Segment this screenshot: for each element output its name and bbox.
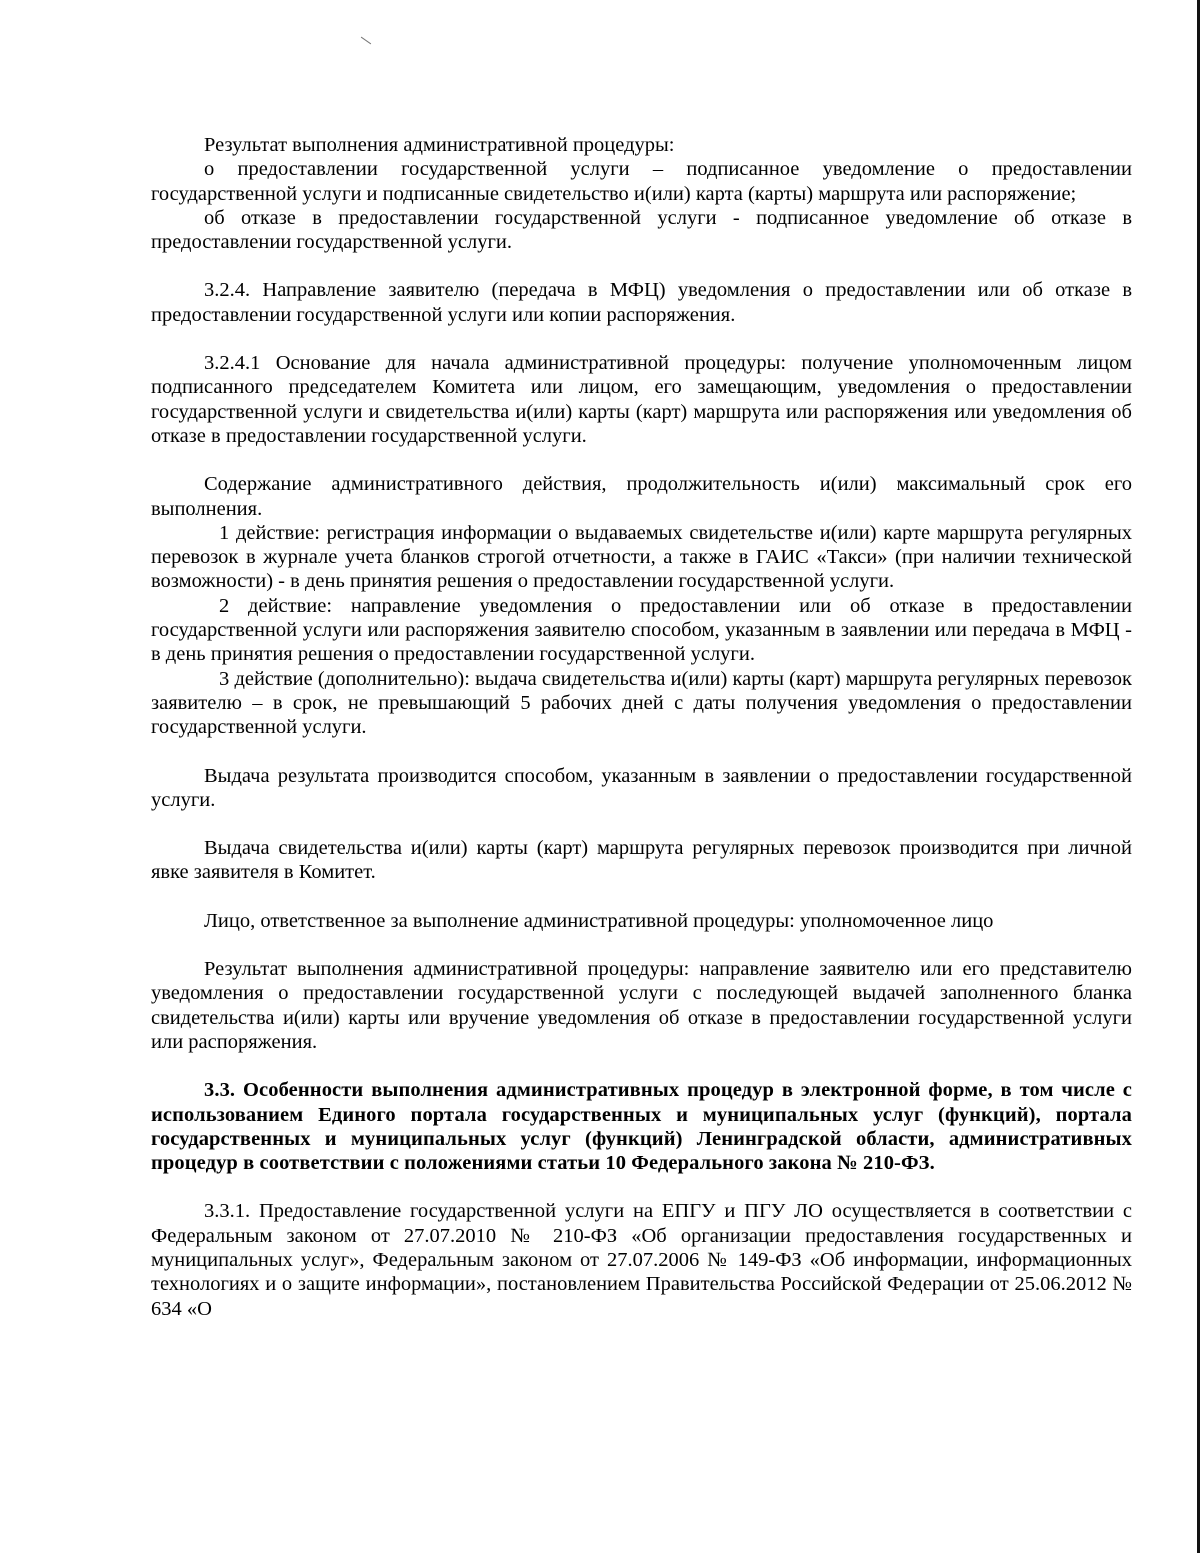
paragraph-action-content: Содержание административного действия, продолжительность и(или) максимальный срок его выполнения. <box>151 473 1132 520</box>
document-body <box>151 133 1132 1321</box>
paragraph-action-2: 2 действие: направление уведомления о предоставлении или об отказе в предоставлении государственной услуги или распоряжения заявителю способом, указанным в заявлении или передача в МФЦ - в день принятия решения о предоставлении государственной услуги. <box>151 594 1132 666</box>
paragraph-action-3: 3 действие (дополнительно): выдача свидетельства и(или) карты (карт) маршрута регулярных перевозок заявителю – в срок, не превышающий 5 рабочих дней с даты получения уведомления о предоставлении государственной услуги. <box>151 667 1132 739</box>
paragraph-result-heading: Результат выполнения административной процедуры: <box>204 134 675 156</box>
scan-artifact <box>361 37 371 45</box>
paragraph-result-granted: о предоставлении государственной услуги – подписанное уведомление о предоставлении государственной услуги и подписанные свидетельство и(или) карта (карты) маршрута или распоряжение; <box>151 158 1132 205</box>
paragraph-issue-method: Выдача результата производится способом, указанным в заявлении о предоставлении государственной услуги. <box>151 764 1132 811</box>
paragraph-responsible-person: Лицо, ответственное за выполнение административной процедуры: уполномоченное лицо <box>204 909 994 932</box>
paragraph-result-refused: об отказе в предоставлении государственной услуги - подписанное уведомление об отказе в предоставлении государственной услуги. <box>151 206 1132 254</box>
paragraph-action-1: 1 действие: регистрация информации о выдаваемых свидетельстве и(или) карте маршрута регулярных перевозок в журнале учета бланков строгой отчетности, а также в ГАИС «Такси» (при наличии технической возможности) - в день принятия решения о предоставлении государственной услуги. <box>151 521 1132 593</box>
paragraph-3-2-4: 3.2.4. Направление заявителю (передача в МФЦ) уведомления о предоставлении или об отказе в предоставлении государственной услуги или копии распоряжения. <box>151 279 1132 326</box>
paragraph-procedure-result: Результат выполнения административной процедуры: направление заявителю или его представителю уведомления о предоставлении государственной услуги с последующей выдачей заполненного бланка свидетельства и(или) карты или вручение уведомления об отказе в предоставлении государственной услуги или распоряжения. <box>151 958 1132 1053</box>
paragraph-3-2-4-1: 3.2.4.1 Основание для начала административной процедуры: получение уполномоченным лицом подписанного председателем Комитета или лицом, его замещающим, уведомления о предоставлении государственной услуги и свидетельства и(или) карты (карт) маршрута или распоряжения или уведомления об отказе в предоставлении государственной услуги. <box>151 352 1132 447</box>
paragraph-3-3-1: 3.3.1. Предоставление государственной услуги на ЕПГУ и ПГУ ЛО осуществляется в соответствии с Федеральным законом от 27.07.2010 № 210-ФЗ «Об организации предоставления государственных и муниципальных услуг», Федеральным законом от 27.07.2006 № 149-ФЗ «Об информации, информационных технологиях и о защите информации», постановлением Правительства Российской Федерации от 25.06.2012 № 634 «О <box>151 1200 1132 1320</box>
section-heading-3-3: 3.3. Особенности выполнения административных процедур в электронной форме, в том числе с использованием Единого портала государственных и муниципальных услуг (функций), портала государственных и муниципальных услуг (функций) Ленинградской области, административных процедур в соответствии с положениями статьи 10 Федерального закона № 210-ФЗ. <box>151 1079 1132 1175</box>
paragraph-issue-certificate: Выдача свидетельства и(или) карты (карт) маршрута регулярных перевозок производится при личной явке заявителя в Комитет. <box>151 837 1132 884</box>
